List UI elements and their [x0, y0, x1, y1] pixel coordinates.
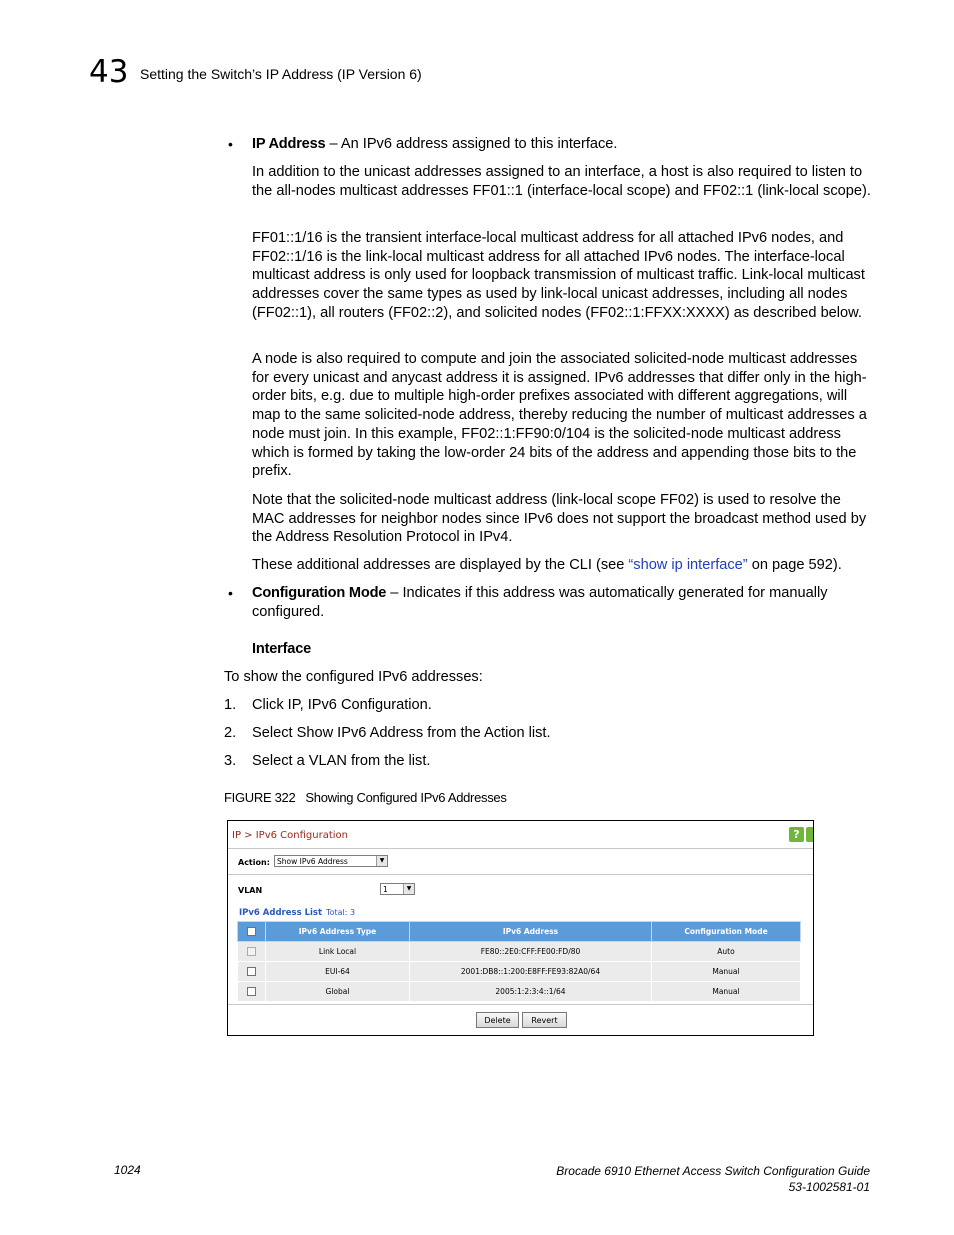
footer-info [556, 1163, 870, 1195]
row-checkbox[interactable] [247, 987, 256, 996]
intro-text: To show the configured IPv6 addresses: [224, 669, 483, 685]
figure-caption-text: Showing Configured IPv6 Addresses [305, 790, 507, 805]
figure-caption [224, 790, 507, 805]
divider [228, 1004, 813, 1005]
row-select-cell [238, 962, 266, 982]
bullet-dot: • [228, 136, 233, 152]
divider [228, 874, 813, 875]
step-text: Select Show IPv6 Address from the Action list. [252, 725, 551, 741]
table-header-row [238, 922, 801, 942]
paragraph: In addition to the unicast addresses assigned to an interface, a host is also required to listen to the all-nodes multicast addresses FF01::1 (interface-local scope) and FF02::1 (link-local scope). [252, 164, 871, 199]
table-row [238, 942, 801, 962]
row-select-cell [238, 942, 266, 962]
text: These additional addresses are displayed by the CLI (see [252, 557, 629, 573]
bullet-term: Configuration Mode [252, 585, 387, 601]
table-row [238, 982, 801, 1002]
paragraph: Note that the solicited-node multicast address (link-local scope FF02) is used to resolve the MAC addresses for neighbor nodes since IPv6 does not support the broadcast method used by the Address Resolution Protocol in IPv4. [252, 492, 867, 546]
cell-type: Link Local [266, 942, 410, 962]
section-heading: Interface [252, 641, 312, 657]
ipv6-configuration-panel [227, 820, 814, 1036]
list-total: Total: 3 [326, 908, 356, 917]
cell-type: Global [266, 982, 410, 1002]
vlan-label: VLAN [238, 886, 263, 895]
bullet-dot: • [228, 585, 233, 601]
chapter-title: Setting the Switch’s IP Address (IP Version 6) [140, 66, 422, 82]
bullet-configuration-mode [252, 584, 872, 621]
page-number: 1024 [114, 1163, 141, 1177]
breadcrumb-ip[interactable]: IP [232, 830, 241, 841]
step-text: Select a VLAN from the list. [252, 753, 431, 769]
text: on page 592). [747, 557, 842, 573]
address-list-title [239, 908, 355, 918]
cell-mode: Manual [652, 962, 801, 982]
action-select-value: Show IPv6 Address [277, 857, 348, 866]
guide-title: Brocade 6910 Ethernet Access Switch Configuration Guide [556, 1164, 870, 1178]
extra-icon[interactable] [806, 827, 813, 842]
paragraph: A node is also required to compute and join the associated solicited-node multicast addresses for every unicast and anycast address it is assigned. IPv6 addresses that differ only in the high-order bits, e.g. due to multiple high-order prefixes associated with different aggregations, will map to the same solicited-node address, thereby reducing the number of multicast addresses a node must join. In this example, FF02::1:FF90:0/104 is the solicited-node multicast address which is formed by taking the low-order 24 bits of the address and appending those bits to the prefix. [252, 351, 867, 480]
action-label: Action: [238, 858, 270, 867]
row-select-cell [238, 982, 266, 1002]
step-number: 1. [224, 697, 237, 713]
select-all-cell [238, 922, 266, 942]
vlan-select[interactable] [380, 883, 415, 895]
cell-mode: Manual [652, 982, 801, 1002]
bullet-text: – Indicates if this address was automatically generated for manually configured. [252, 585, 828, 620]
chevron-down-icon: ▼ [376, 856, 387, 866]
breadcrumb-page: IPv6 Configuration [255, 830, 348, 841]
action-select[interactable] [274, 855, 388, 867]
delete-button[interactable]: Delete [476, 1012, 519, 1028]
chevron-down-icon: ▼ [403, 884, 414, 894]
cell-address: 2005:1:2:3:4::1/64 [410, 982, 652, 1002]
cell-address: 2001:DB8::1:200:E8FF:FE93:82A0/64 [410, 962, 652, 982]
chapter-number: 43 [89, 54, 129, 90]
vlan-select-value: 1 [383, 885, 388, 894]
breadcrumb-separator: > [240, 830, 256, 841]
bullet-term: IP Address [252, 136, 326, 152]
list-title-text: IPv6 Address List [239, 908, 323, 918]
step-number: 2. [224, 725, 237, 741]
revert-button[interactable]: Revert [522, 1012, 567, 1028]
table-row [238, 962, 801, 982]
show-ip-interface-link[interactable]: “show ip interface” [628, 557, 748, 573]
step-text: Click IP, IPv6 Configuration. [252, 697, 432, 713]
column-header: IPv6 Address [410, 922, 652, 942]
step-number: 3. [224, 753, 237, 769]
ipv6-address-table [237, 921, 801, 1002]
paragraph: FF01::1/16 is the transient interface-local multicast address for all attached IPv6 nodes, and FF02::1/16 is the link-local multicast address for all attached IPv6 nodes. The interface-local multicast address is only used for loopback transmission of multicast traffic. Link-local multicast addresses cover the same types as used by link-local unicast addresses, including all nodes (FF02::1), all routers (FF02::2), and solicited nodes (FF02::1:FFXX:XXXX) as described below. [252, 230, 865, 321]
bullet-text: – An IPv6 address assigned to this interface. [325, 136, 618, 152]
column-header: IPv6 Address Type [266, 922, 410, 942]
cell-address: FE80::2E0:CFF:FE00:FD/80 [410, 942, 652, 962]
cell-type: EUI-64 [266, 962, 410, 982]
row-checkbox[interactable] [247, 967, 256, 976]
bullet-ip-address [252, 135, 872, 154]
cell-mode: Auto [652, 942, 801, 962]
select-all-checkbox[interactable] [247, 927, 256, 936]
column-header: Configuration Mode [652, 922, 801, 942]
help-icon[interactable]: ? [789, 827, 804, 842]
figure-label: FIGURE 322 [224, 790, 296, 805]
panel-title [232, 830, 348, 841]
paragraph-cli-reference [252, 556, 872, 575]
row-checkbox[interactable] [247, 947, 256, 956]
divider [228, 848, 813, 849]
document-number: 53-1002581-01 [788, 1180, 870, 1194]
